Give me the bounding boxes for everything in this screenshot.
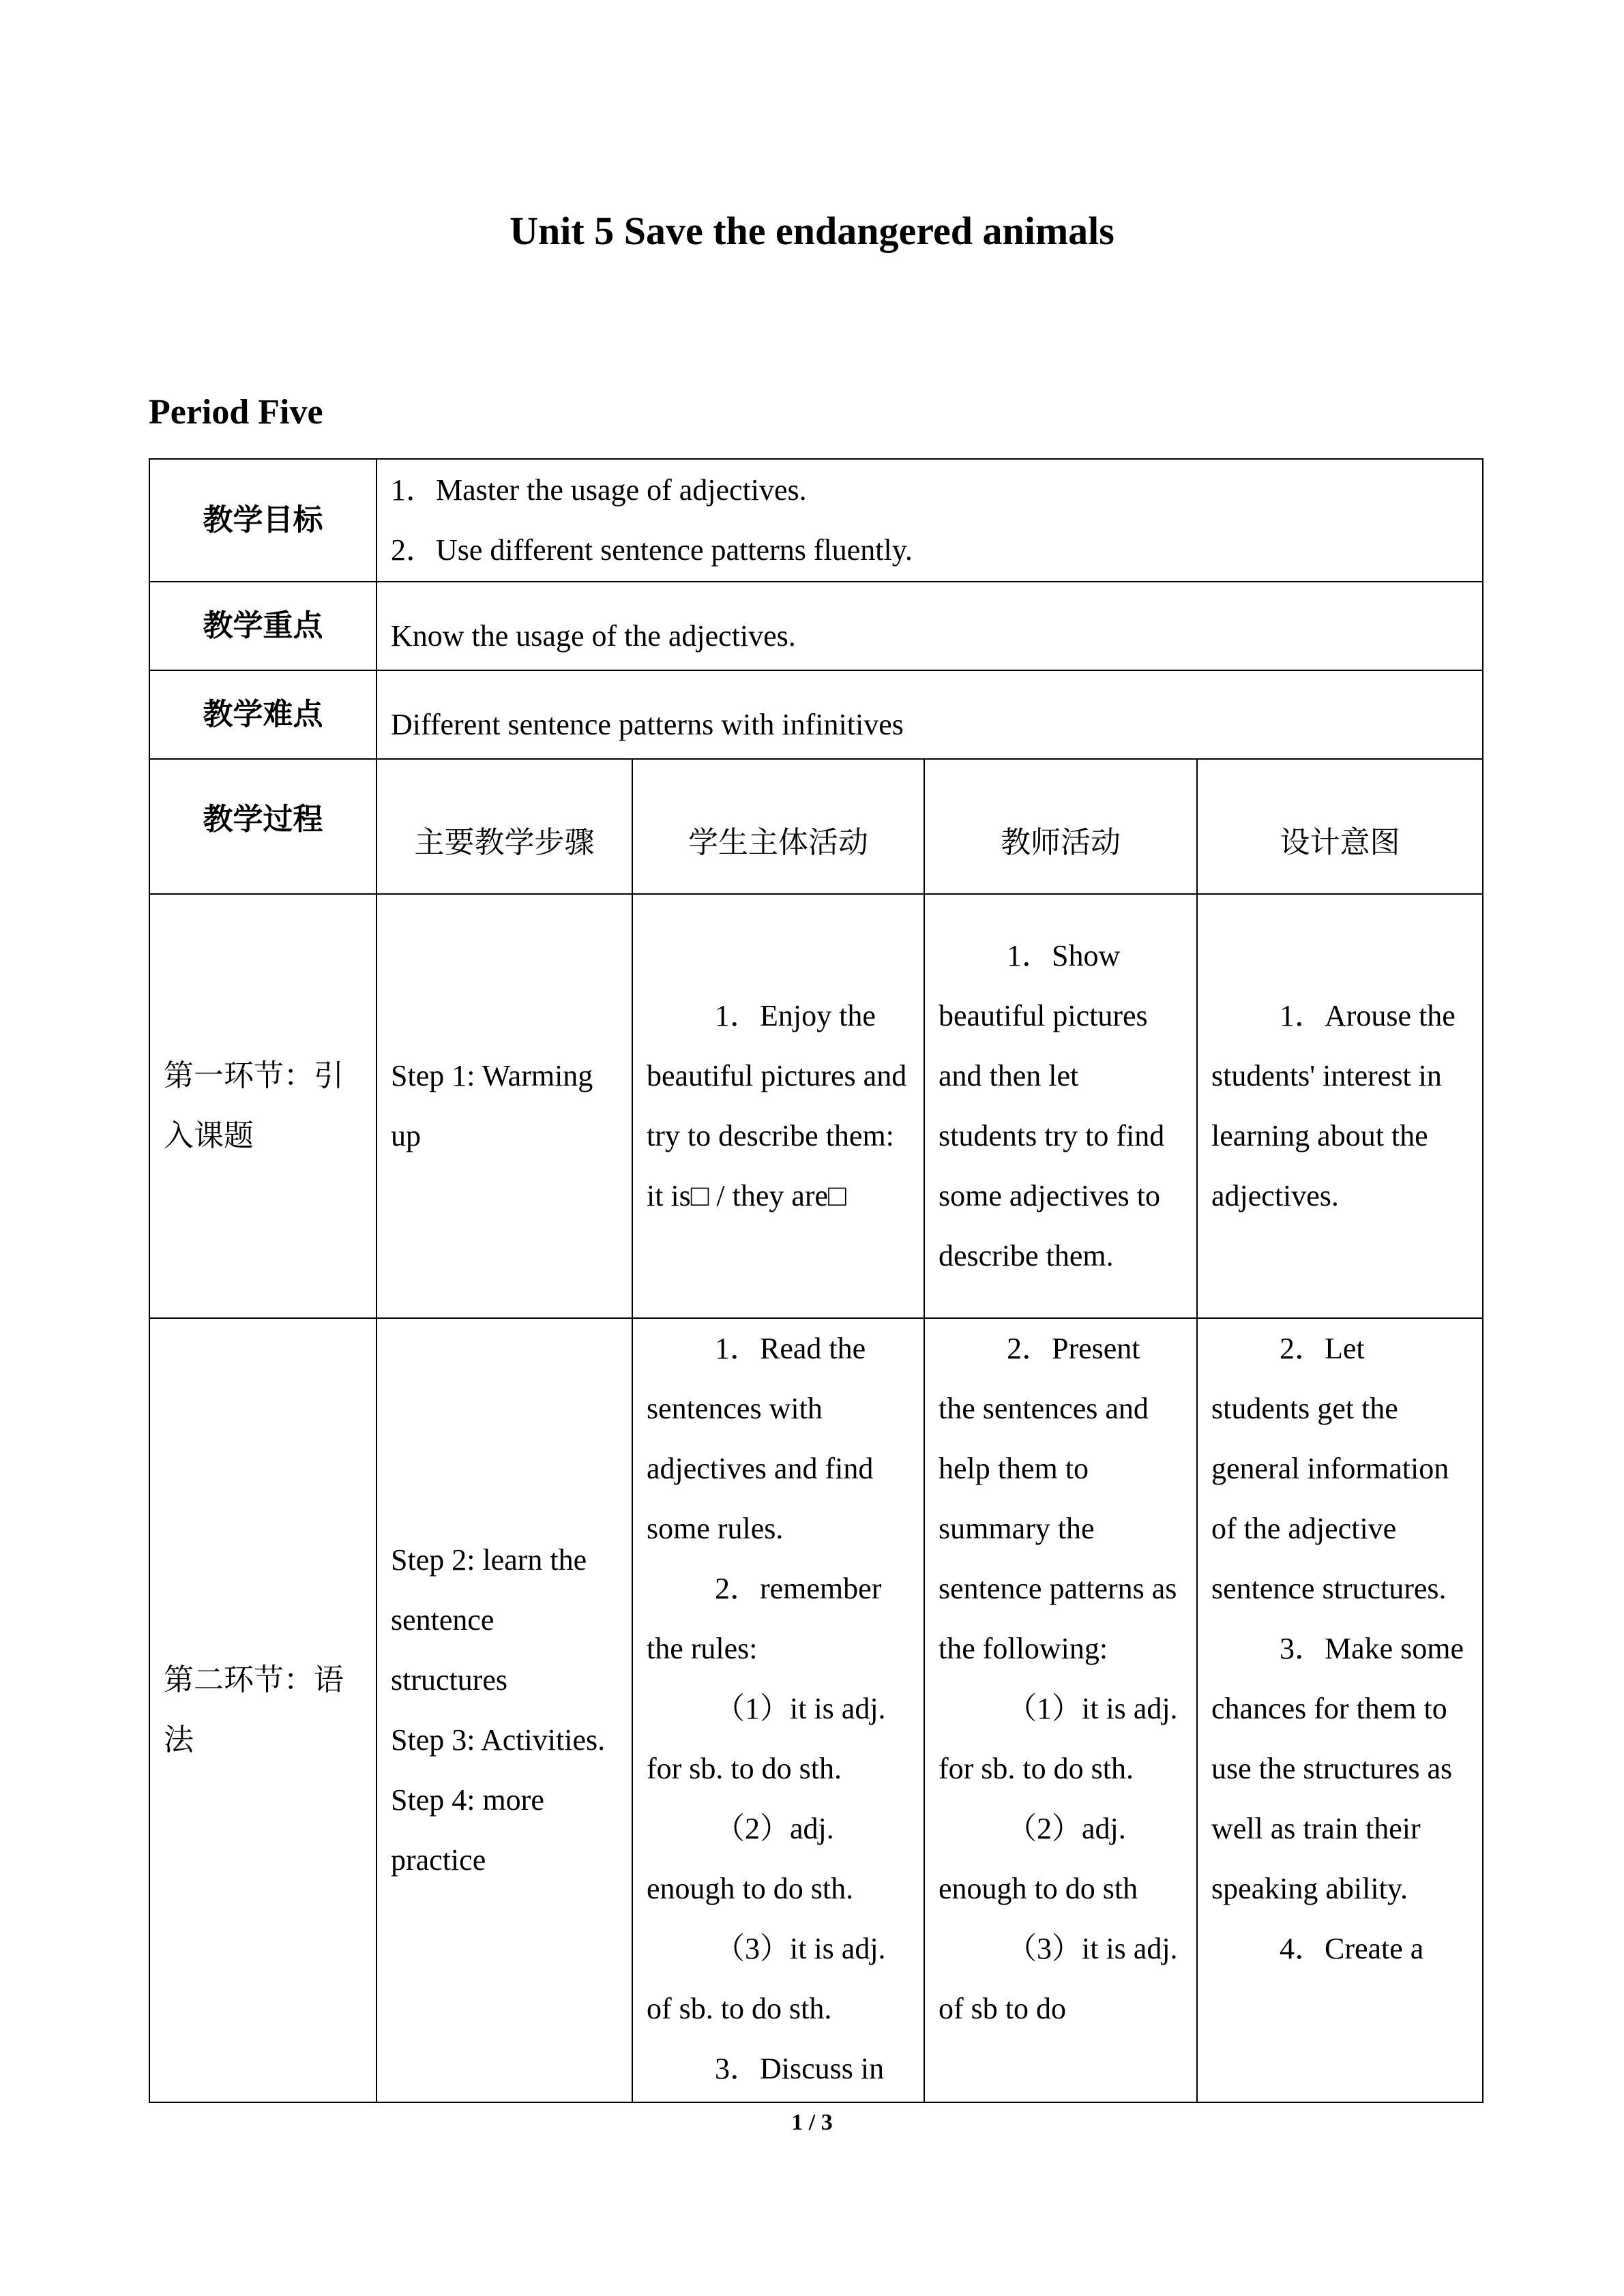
stage2-step: Step 2: learn the sentence structures — [391, 1543, 587, 1697]
difficulty-label: 教学难点 — [149, 670, 377, 759]
stage1-name: 第一环节：引入课题 — [149, 894, 377, 1318]
stage1-student-text: 1．Enjoy the beautiful pictures and try to describe them: it is□ / they are□ — [647, 999, 907, 1212]
stage1-teacher-text: 1．Show beautiful pictures and then let students try to find some adjectives to describe them. — [939, 939, 1165, 1272]
objectives-content — [377, 459, 1483, 582]
stage2-teacher-line: 2．Present the sentences and help them to summary the sentence patterns as the following: — [939, 1332, 1177, 1665]
stage1-student-activity — [632, 894, 924, 1318]
objective-item: 2．Use different sentence patterns fluently. — [391, 533, 913, 567]
stage1-teacher-activity — [924, 894, 1197, 1318]
stage2-student-line: （2）adj. enough to do sth. — [647, 1812, 854, 1905]
key-point-text: Know the usage of the adjectives. — [377, 582, 1483, 670]
document-title: Unit 5 Save the endangered animals — [510, 209, 1114, 253]
stage1-intent-text: 1．Arouse the students' interest in learning about the adjectives. — [1211, 999, 1456, 1212]
key-point-row — [149, 582, 1483, 670]
period-heading: Period Five — [149, 393, 323, 432]
stage2-step: Step 4: more practice — [391, 1783, 544, 1877]
key-point-label: 教学重点 — [149, 582, 377, 670]
stage2-student-line: （1）it is adj. for sb. to do sth. — [647, 1692, 886, 1785]
stage2-intent-line: 2．Let students get the general information of the adjective sentence structures. — [1211, 1332, 1449, 1605]
stage2-step: Step 3: Activities. — [391, 1723, 606, 1757]
stage2-design-intent — [1197, 1318, 1483, 2102]
header-teacher-activity: 教师活动 — [924, 759, 1197, 894]
header-main-steps: 主要教学步骤 — [377, 759, 632, 894]
stage2-name: 第二环节：语法 — [149, 1318, 377, 2102]
objectives-label: 教学目标 — [149, 459, 377, 582]
stage2-intent-line: 4．Create a — [1280, 1932, 1424, 1965]
stage2-steps — [377, 1318, 632, 2102]
page-number: 1 / 3 — [791, 2110, 833, 2135]
stage2-teacher-activity — [924, 1318, 1197, 2102]
process-header-row — [149, 759, 1483, 894]
stage2-student-line: （3）it is adj. of sb. to do sth. — [647, 1932, 886, 2025]
stage2-teacher-line: （3）it is adj. of sb to do — [939, 1932, 1178, 2025]
difficulty-text: Different sentence patterns with infinitives — [377, 670, 1483, 759]
stage2-intent-line: 3．Make some chances for them to use the structures as well as train their speaking ability. — [1211, 1632, 1464, 1905]
stage2-student-line: 2．remember the rules: — [647, 1572, 882, 1665]
stage1-design-intent — [1197, 894, 1483, 1318]
stage2-student-line: 1．Read the sentences with adjectives and find some rules. — [647, 1332, 874, 1545]
objective-item: 1．Master the usage of adjectives. — [391, 473, 807, 507]
process-label: 教学过程 — [149, 759, 377, 894]
stage2-student-line: 3．Discuss in — [715, 2052, 885, 2085]
header-design-intent: 设计意图 — [1197, 759, 1483, 894]
stage1-step: Step 1: Warming up — [377, 894, 632, 1318]
difficulty-row — [149, 670, 1483, 759]
stage2-student-activity — [632, 1318, 924, 2102]
stage2-teacher-line: （1）it is adj. for sb. to do sth. — [939, 1692, 1178, 1785]
stage2-teacher-line: （2）adj. enough to do sth — [939, 1812, 1138, 1905]
objectives-row — [149, 459, 1483, 582]
stage1-row — [149, 894, 1483, 1318]
lesson-plan-table — [149, 458, 1483, 2103]
stage2-row — [149, 1318, 1483, 2102]
header-student-activity: 学生主体活动 — [632, 759, 924, 894]
